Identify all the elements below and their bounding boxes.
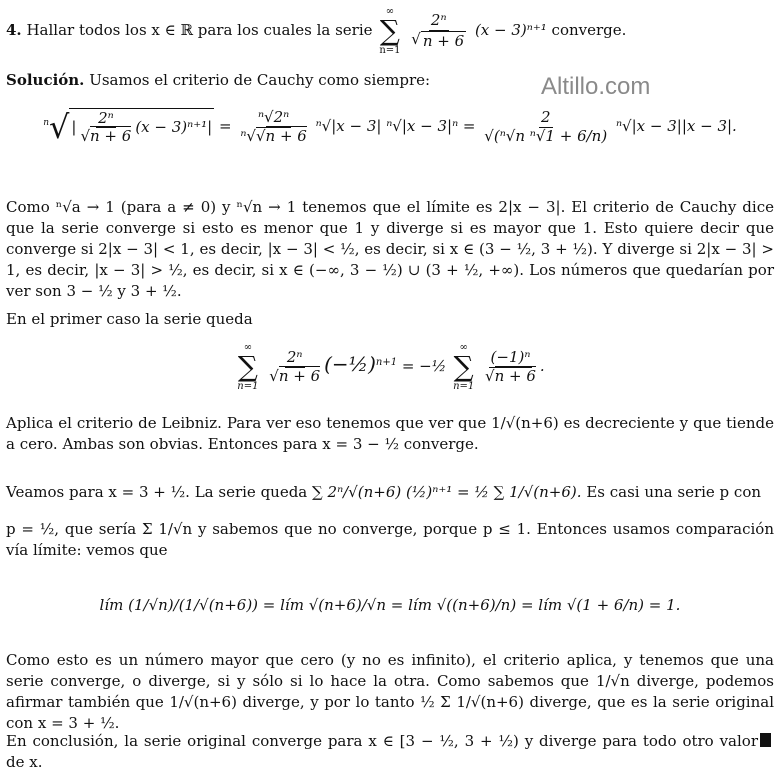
- root-index: n: [43, 118, 49, 128]
- equation-limit-comparison: lím (1/√n)/(1/√(n+6)) = lím √(n+6)/√n = lím √((n+6)/n) = lím √(1 + 6/n) = 1.: [99, 596, 681, 614]
- term-tail: (x − 3)ⁿ⁺¹: [474, 21, 547, 39]
- paragraph-leibniz: Aplica el criterio de Leibniz. Para ver eso tenemos que ver que 1/√(n+6) es decreciente y que tiende a cero. Ambas son obvias. Entonces para x = 3 − ½ converge.: [6, 414, 774, 453]
- watermark: Altillo.com: [541, 73, 651, 100]
- equation-cauchy: $^n$ √ | $\frac{\text{2ⁿ}}{√n + 6}$ (x − 3)ⁿ⁺¹| = $\frac{\text{ⁿ√2ⁿ}}{\text{ⁿ√√n + 6}}$ ⁿ√|x − 3| ⁿ√|x − 3|ⁿ = $\frac{2}{\text{√(ⁿ√n ⁿ√1 + 6/n)}}$ ⁿ√|x − 3||x − 3|.: [43, 108, 737, 146]
- sigma-icon: ∑: [237, 350, 258, 383]
- paragraph-first-case: En el primer caso la serie queda: [6, 310, 253, 328]
- problem-number: 4.: [6, 21, 22, 39]
- paragraph-second-case: Veamos para x = 3 + ½. La serie queda ∑ 2ⁿ/√(n+6) (½)ⁿ⁺¹ = ½ ∑ 1/√(n+6). Es casi una serie p con: [6, 483, 762, 501]
- equation-first-case: ∞ ∑ n=1 $\frac{\text{2ⁿ}}{√n + 6}$ (−½)$^{n+1}$ = −½ ∞ ∑ n=1 $\frac{\text{(−1)ⁿ}}{√n + 6}$ .: [237, 342, 545, 392]
- problem-statement: [6, 6, 774, 56]
- problem-sum: [379, 6, 400, 56]
- sigma-icon: ∑: [453, 350, 474, 383]
- paragraph-p-series: p = ½, que sería Σ 1/√n y sabemos que no converge, porque p ≤ 1. Entonces usamos comparación vía límite: vemos que: [6, 520, 774, 559]
- term-denominator-sqrt: √ n + 6: [411, 29, 465, 50]
- sigma-icon: ∑: [379, 14, 400, 47]
- problem-term: [409, 12, 468, 50]
- solution-label: Solución.: [6, 71, 85, 89]
- sum-upper: ∞: [385, 6, 395, 17]
- problem-text-before: Hallar todos los x ∈ ℝ para los cuales la serie: [26, 21, 373, 39]
- solution-intro-text: Usamos el criterio de Cauchy como siempre:: [89, 71, 431, 89]
- paragraph-comparison: Como esto es un número mayor que cero (y no es infinito), el criterio aplica, y tenemos que una serie converge, o diverge, si y sólo si lo hace la otra. Como sabemos que 1/√n diverge, podemos afirmar también que 1/√(n+6) diverge, y por lo tanto ½ Σ 1/√(n+6) diverge, que es la serie original con x = 3 + ½.: [6, 651, 774, 732]
- solution-intro: [6, 70, 774, 91]
- paragraph-limit: Como ⁿ√a → 1 (para a ≠ 0) y ⁿ√n → 1 tenemos que el límite es 2|x − 3|. El criterio de Cauchy dice que la serie converge si esto es menor que 1 y diverge si es mayor que 1. Esto quiere decir que converge si 2|x − 3| < 1, es decir, |x − 3| < ½, es decir, si x ∈ (3 − ½, 3 + ½). Y diverge si 2|x − 3| > 1, es decir, |x − 3| > ½, es decir, si x ∈ (−∞, 3 − ½) ∪ (3 + ½, +∞). Los números que quedarían por ver son 3 − ½ y 3 + ½.: [6, 198, 774, 300]
- qed-square-icon: [760, 733, 771, 747]
- paragraph-conclusion: En conclusión, la serie original converge para x ∈ [3 − ½, 3 + ½) y diverge para todo otro valor de x.: [6, 732, 758, 771]
- problem-text-after: converge.: [551, 21, 627, 39]
- sum-lower: n=1: [379, 45, 401, 56]
- term-numerator: 2ⁿ: [430, 11, 447, 30]
